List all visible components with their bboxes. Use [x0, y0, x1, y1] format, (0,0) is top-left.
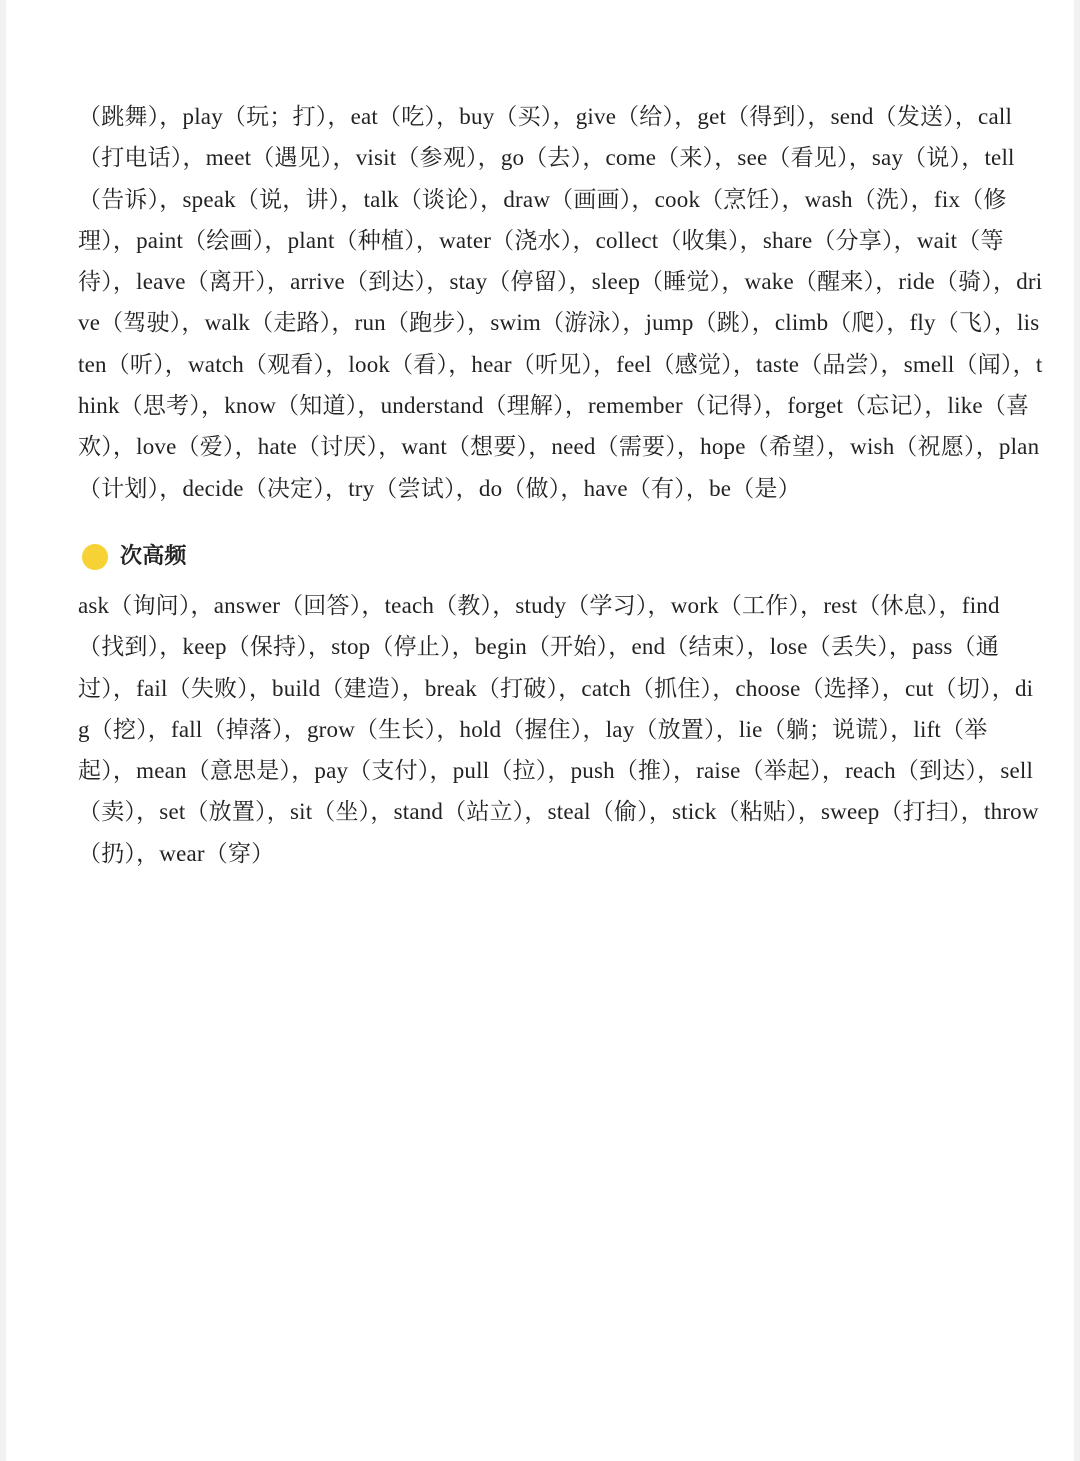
document-content [78, 96, 1043, 874]
word-list-secondary-frequency: ask（询问），answer（回答），teach（教），study（学习），work（工作），rest（休息），find（找到），keep（保持），stop（停止），begin（开始），end（结束），lose（丢失），pass（通过），fail（失败），build（建造），break（打破），catch（抓住），choose（选择），cut（切），dig（挖），fall（掉落），grow（生长），hold（握住），lay（放置），lie（躺；说谎），lift（举起），mean（意思是），pay（支付），pull（拉），push（推），raise（举起），reach（到达），sell（卖），set（放置），sit（坐），stand（站立），steal（偷），stick（粘贴），sweep（打扫），throw（扔），wear（穿） [78, 592, 1039, 866]
word-list-high-frequency: （跳舞），play（玩；打），eat（吃），buy（买），give（给），get（得到），send（发送），call（打电话），meet（遇见），visit（参观），go（去），come（来），see（看见），say（说），tell（告诉），speak（说，讲），talk（谈论），draw（画画），cook（烹饪），wash（洗），fix（修理），paint（绘画），plant（种植），water（浇水），collect（收集），share（分享），wait（等待），leave（离开），arrive（到达），stay（停留），sleep（睡觉），wake（醒来），ride（骑），drive（驾驶），walk（走路），run（跑步），swim（游泳），jump（跳），climb（爬），fly（飞），listen（听），watch（观看），look（看），hear（听见），feel（感觉），taste（品尝），smell（闻），think（思考），know（知道），understand（理解），remember（记得），forget（忘记），like（喜欢），love（爱），hate（讨厌），want（想要），need（需要），hope（希望），wish（祝愿），plan（计划），decide（决定），try（尝试），do（做），have（有），be（是） [78, 104, 1043, 501]
document-page [6, 0, 1074, 1461]
section-heading-secondary [78, 539, 1043, 575]
yellow-dot-icon [82, 544, 108, 570]
section-title: 次高频 [120, 544, 187, 570]
